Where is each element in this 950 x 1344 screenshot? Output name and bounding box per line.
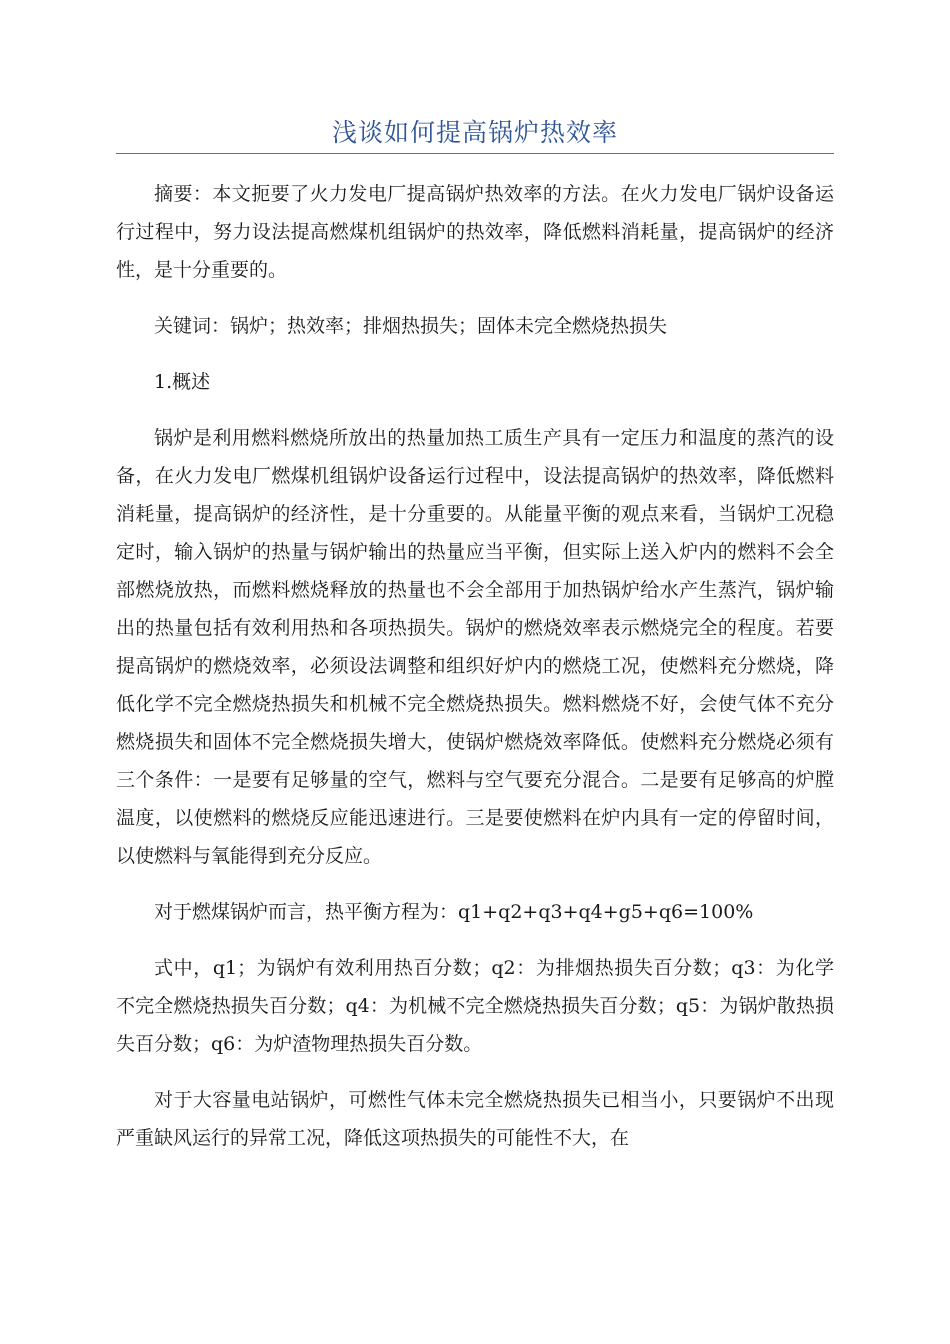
document-title: 浅谈如何提高锅炉热效率 xyxy=(331,118,618,147)
overview-paragraph: 锅炉是利用燃料燃烧所放出的热量加热工质生产具有一定压力和温度的蒸汽的设备，在火力发电厂燃煤机组锅炉设备运行过程中，设法提高锅炉的热效率，降低燃料消耗量，提高锅炉的经济性，是十分重要的。从能量平衡的观点来看，当锅炉工况稳定时，输入锅炉的热量与锅炉输出的热量应当平衡，但实际上送入炉内的燃料不会全部燃烧放热，而燃料燃烧释放的热量也不会全部用于加热锅炉给水产生蒸汽，锅炉输出的热量包括有效利用热和各项热损失。锅炉的燃烧效率表示燃烧完全的程度。若要提高锅炉的燃烧效率，必须设法调整和组织好炉内的燃烧工况，使燃料充分燃烧，降低化学不完全燃烧热损失和机械不完全燃烧热损失。燃料燃烧不好，会使气体不充分燃烧损失和固体不完全燃烧损失增大，使锅炉燃烧效率降低。使燃料充分燃烧必须有三个条件：一是要有足够量的空气，燃料与空气要充分混合。二是要有足够高的炉膛温度，以使燃料的燃烧反应能迅速进行。三是要使燃料在炉内具有一定的停留时间，以使燃料与氧能得到充分反应。 xyxy=(116,427,834,867)
document-body xyxy=(116,175,834,1175)
keywords-paragraph: 关键词：锅炉；热效率；排烟热损失；固体未完全燃烧热损失 xyxy=(154,315,668,337)
large-boiler-paragraph: 对于大容量电站锅炉，可燃性气体未完全燃烧热损失已相当小，只要锅炉不出现严重缺风运行的异常工况，降低这项热损失的可能性不大，在 xyxy=(116,1089,834,1149)
title-underline xyxy=(116,153,834,154)
section-heading-overview: 1.概述 xyxy=(154,371,211,393)
abstract-paragraph: 摘要：本文扼要了火力发电厂提高锅炉热效率的方法。在火力发电厂锅炉设备运行过程中，努力设法提高燃煤机组锅炉的热效率，降低燃料消耗量，提高锅炉的经济性，是十分重要的。 xyxy=(116,183,834,281)
heat-balance-equation-paragraph: 对于燃煤锅炉而言，热平衡方程为：q1+q2+q3+q4+g5+q6=100% xyxy=(154,901,754,923)
equation-terms-paragraph: 式中，q1；为锅炉有效利用热百分数；q2：为排烟热损失百分数；q3：为化学不完全燃烧热损失百分数；q4：为机械不完全燃烧热损失百分数；q5：为锅炉散热损失百分数；q6：为炉渣物理热损失百分数。 xyxy=(116,957,834,1055)
